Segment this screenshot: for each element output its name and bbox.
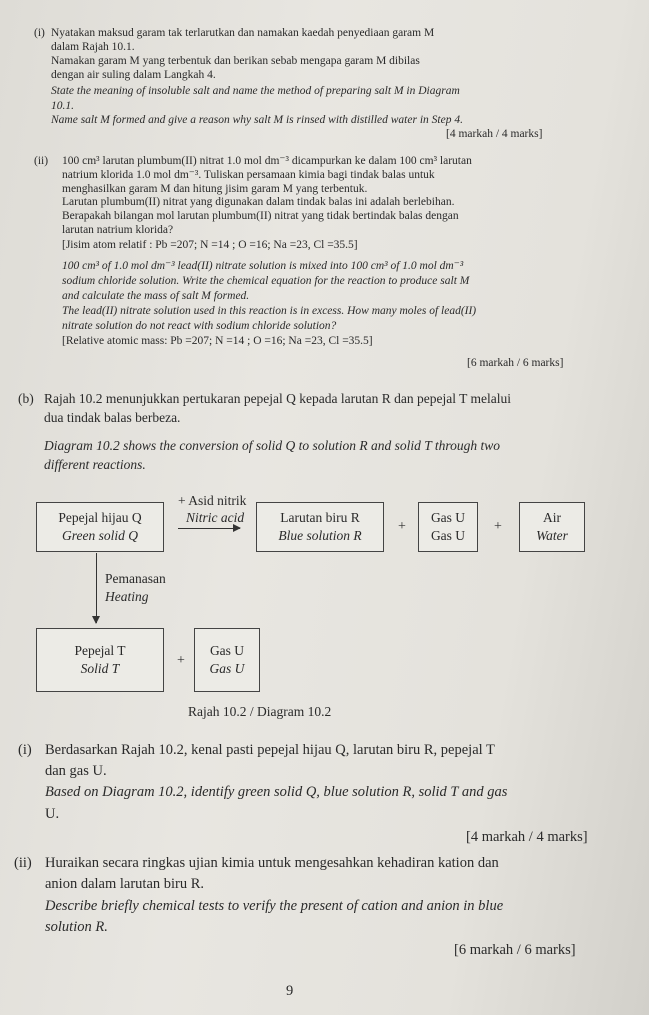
box-label: Solid T bbox=[80, 661, 120, 676]
question-b-i-en: Based on Diagram 10.2, identify green solid Q, blue solution R, solid T and gas bbox=[45, 784, 508, 800]
box-green-solid-q bbox=[36, 502, 164, 552]
question-a-i-ms: Nyatakan maksud garam tak terlarutkan dan namakan kaedah penyediaan garam M bbox=[51, 27, 435, 39]
box-label: Water bbox=[536, 528, 568, 543]
box-label: Air bbox=[543, 510, 561, 525]
arrow-label-nitric-acid: + Asid nitrik bbox=[178, 493, 247, 508]
arrow-label-nitric-acid-en: Nitric acid bbox=[186, 510, 245, 525]
question-a-i-ms: dalam Rajah 10.1. bbox=[51, 41, 135, 53]
question-a-ii-ms: Larutan plumbum(II) nitrat yang digunakan dalam tindak balas ini adalah berlebihan. bbox=[62, 196, 455, 208]
question-a-i-number: (i) bbox=[34, 27, 45, 39]
question-a-ii-ms: Berapakah bilangan mol larutan plumbum(II) nitrat yang tidak bertindak balas dengan bbox=[62, 210, 459, 222]
box-gas-u bbox=[418, 502, 478, 552]
question-a-ii-ms: menghasilkan garam M dan hitung jisim garam M yang terbentuk. bbox=[62, 183, 368, 195]
marks-label: [4 markah / 4 marks] bbox=[466, 829, 588, 845]
box-label: Pepejal T bbox=[74, 643, 126, 658]
question-b-i-ms: dan gas U. bbox=[45, 763, 107, 779]
right-arrow-icon bbox=[178, 528, 240, 529]
page-number: 9 bbox=[286, 983, 294, 999]
box-label: Pepejal hijau Q bbox=[58, 510, 142, 525]
question-b-i-number: (i) bbox=[18, 742, 32, 758]
box-solid-t bbox=[36, 628, 164, 692]
box-label: Gas U bbox=[209, 661, 245, 676]
question-a-i-en: State the meaning of insoluble salt and name the method of preparing salt M in Diagram bbox=[51, 85, 460, 97]
marks-label: [6 markah / 6 marks] bbox=[467, 357, 564, 369]
box-label: Green solid Q bbox=[62, 528, 138, 543]
question-b-ms: Rajah 10.2 menunjukkan pertukaran pepejal Q kepada larutan R dan pepejal T melalui bbox=[44, 391, 511, 406]
question-b-en: different reactions. bbox=[44, 457, 146, 472]
question-b-ii-ms: Huraikan secara ringkas ujian kimia untuk mengesahkan kehadiran kation dan bbox=[45, 855, 499, 871]
box-gas-u bbox=[194, 628, 260, 692]
arrow-label-heating: Pemanasan bbox=[105, 571, 166, 586]
question-a-i-ms: dengan air suling dalam Langkah 4. bbox=[51, 69, 216, 81]
box-blue-solution-r bbox=[256, 502, 384, 552]
question-a-ii-ms: [Jisim atom relatif : Pb =207; N =14 ; O =16; Na =23, Cl =35.5] bbox=[62, 239, 358, 251]
question-a-ii-ms: larutan natrium klorida? bbox=[62, 224, 174, 236]
question-a-ii-en: [Relative atomic mass: Pb =207; N =14 ; O =16; Na =23, Cl =35.5] bbox=[62, 335, 373, 347]
question-b-ii-number: (ii) bbox=[14, 855, 32, 871]
box-label: Larutan biru R bbox=[280, 510, 360, 525]
question-b-ms: dua tindak balas berbeza. bbox=[44, 410, 181, 425]
box-label: Gas U bbox=[430, 510, 466, 525]
box-label: Gas U bbox=[430, 528, 466, 543]
marks-label: [6 markah / 6 marks] bbox=[454, 942, 576, 958]
question-a-ii-ms: 100 cm³ larutan plumbum(II) nitrat 1.0 mol dm⁻³ dicampurkan ke dalam 100 cm³ larutan bbox=[62, 155, 472, 167]
plus-sign: + bbox=[398, 519, 406, 534]
question-a-i-en: Name salt M formed and give a reason why salt M is rinsed with distilled water in Step 4. bbox=[51, 114, 463, 126]
box-water bbox=[519, 502, 585, 552]
question-a-ii-number: (ii) bbox=[34, 155, 49, 167]
plus-sign: + bbox=[494, 519, 502, 534]
question-b-i-ms: Berdasarkan Rajah 10.2, kenal pasti pepejal hijau Q, larutan biru R, pepejal T bbox=[45, 742, 495, 758]
box-label: Gas U bbox=[209, 643, 245, 658]
arrow-label-heating-en: Heating bbox=[105, 589, 149, 604]
down-arrow-icon bbox=[96, 553, 97, 623]
question-a-i-ms: Namakan garam M yang terbentuk dan berikan sebab mengapa garam M dibilas bbox=[51, 55, 420, 67]
question-a-i-en: 10.1. bbox=[51, 100, 74, 112]
question-b-ii-en: Describe briefly chemical tests to verify the present of cation and anion in blue bbox=[45, 898, 504, 914]
question-a-ii-en: and calculate the mass of salt M formed. bbox=[62, 290, 250, 302]
marks-label: [4 markah / 4 marks] bbox=[446, 128, 543, 140]
question-b-letter: (b) bbox=[18, 391, 34, 406]
question-a-ii-ms: natrium klorida 1.0 mol dm⁻³. Tuliskan persamaan kimia bagi tindak balas untuk bbox=[62, 169, 435, 181]
question-a-ii-en: 100 cm³ of 1.0 mol dm⁻³ lead(II) nitrate solution is mixed into 100 cm³ of 1.0 mol dm⁻³ bbox=[62, 260, 464, 272]
plus-sign: + bbox=[177, 653, 185, 668]
question-b-en: Diagram 10.2 shows the conversion of solid Q to solution R and solid T through two bbox=[44, 438, 501, 453]
question-b-ii-ms: anion dalam larutan biru R. bbox=[45, 876, 205, 892]
box-label: Blue solution R bbox=[278, 528, 362, 543]
question-b-ii-en: solution R. bbox=[45, 919, 108, 935]
question-a-ii-en: nitrate solution do not react with sodium chloride solution? bbox=[62, 320, 337, 332]
question-a-ii-en: The lead(II) nitrate solution used in this reaction is in excess. How many moles of lead(II) bbox=[62, 305, 477, 317]
diagram-caption: Rajah 10.2 / Diagram 10.2 bbox=[188, 704, 332, 719]
question-b-i-en: U. bbox=[45, 806, 60, 822]
question-a-ii-en: sodium chloride solution. Write the chemical equation for the reaction to produce salt M bbox=[62, 275, 470, 287]
